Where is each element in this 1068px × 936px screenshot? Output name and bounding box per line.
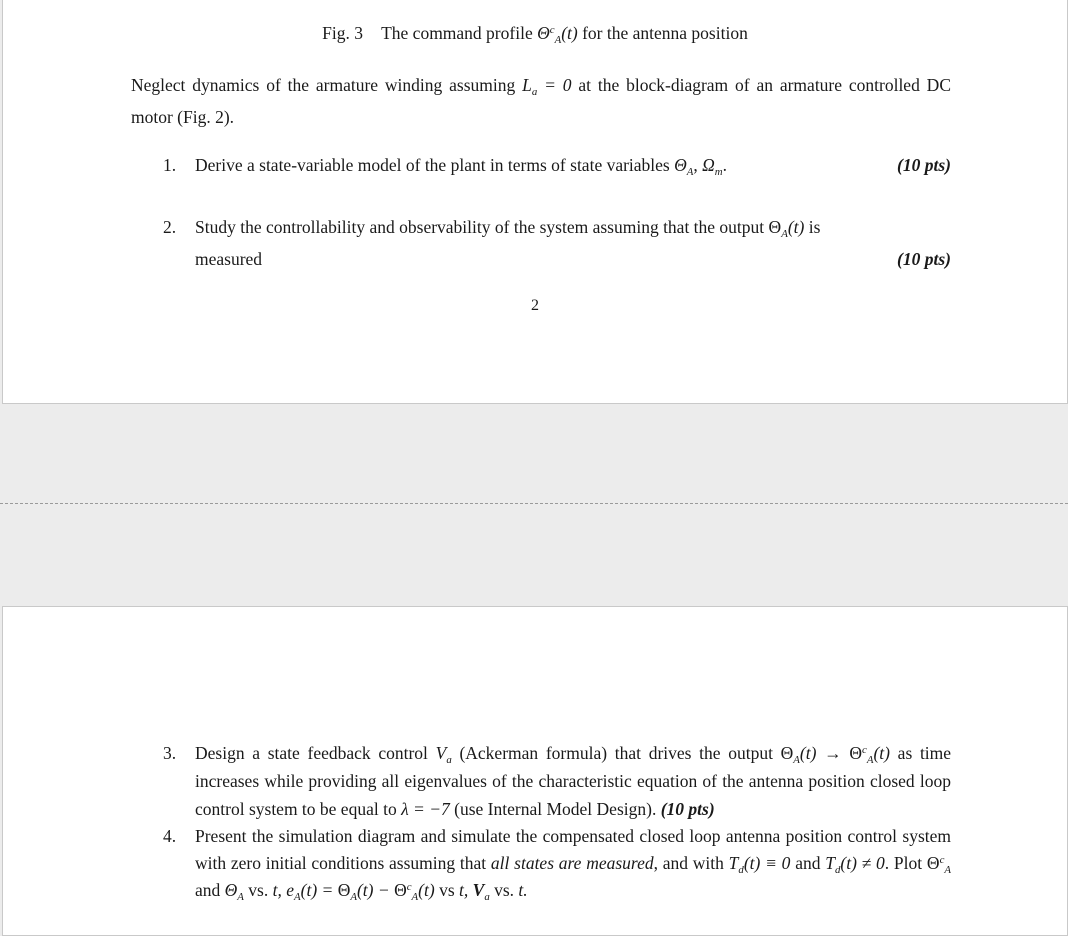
caption-theta-sup: c	[549, 24, 555, 37]
q4-ea-arg: (t) −	[356, 880, 390, 900]
q4-ea: Θ	[337, 880, 351, 900]
q4-Td1-sub: d	[834, 863, 841, 876]
question-1-text: Derive a state-variable model of the plant in terms of state variables	[195, 155, 670, 175]
intro-L-sub: a	[531, 85, 538, 98]
q4-vs2: vs	[439, 880, 455, 900]
figure-label: Fig. 3	[322, 23, 364, 43]
intro-text-1: Neglect dynamics of the armature winding assuming	[131, 75, 516, 95]
intro-text-2: at the block-diagram of an armature controlled DC motor (Fig. 2).	[131, 75, 951, 127]
q1-theta-sub: A	[686, 165, 694, 178]
q4-plot: . Plot	[884, 853, 923, 873]
q4-thetac-sub: A	[944, 863, 952, 876]
q4-ec-sub: A	[411, 890, 419, 903]
q4-ec: Θ	[394, 880, 407, 900]
q4-Td0-rest: (t) ≡ 0	[743, 853, 791, 873]
q4-t1: t,	[272, 880, 282, 900]
q4-and2: and	[195, 880, 221, 900]
q3-theta: Θ	[780, 743, 794, 763]
question-1	[163, 155, 951, 176]
caption-theta-sub: A	[554, 33, 562, 46]
q4-vs1: vs.	[248, 880, 269, 900]
question-1-points: (10 pts)	[897, 155, 951, 175]
question-4	[163, 823, 951, 904]
q4-Va-sub: a	[484, 890, 490, 903]
question-2	[163, 211, 951, 275]
page-bottom	[2, 606, 1068, 936]
page-number: 2	[531, 297, 539, 314]
q2-theta: Θ	[768, 217, 782, 237]
q4-Va: V	[472, 880, 485, 900]
q4-Td1-rest: (t) ≠ 0	[840, 853, 885, 873]
q1-sep: ,	[693, 155, 698, 175]
q3-text-a: Design a state feedback control	[195, 743, 428, 763]
question-2-line2: measured	[195, 249, 263, 269]
intro-eq: = 0	[544, 75, 572, 95]
q4-Td1: T	[825, 853, 835, 873]
question-1-number: 1.	[163, 155, 177, 175]
q4-ec-arg: (t)	[418, 880, 435, 900]
q2-theta-arg: (t)	[787, 217, 805, 237]
q4-e-sub: A	[294, 890, 301, 903]
q1-omega: Ω	[702, 155, 715, 175]
q4-thetac: Θ	[926, 853, 940, 873]
question-2-points: (10 pts)	[897, 249, 951, 269]
q3-thetac-sup: c	[861, 744, 867, 757]
question-3-points: (10 pts)	[660, 799, 715, 819]
q4-ea-sub: A	[350, 890, 357, 903]
q4-t2: t,	[459, 880, 469, 900]
q3-V: V	[435, 743, 447, 763]
question-2-text: Study the controllability and observability of the system assuming that the output	[195, 217, 765, 237]
q1-omega-sub: m	[714, 165, 723, 178]
q4-ec-sup: c	[406, 881, 412, 894]
q3-text-d: (use Internal Model Design).	[454, 799, 657, 819]
page-top	[2, 0, 1068, 404]
question-2-number: 2.	[163, 217, 177, 237]
figure-caption-text: The command profile	[381, 23, 533, 43]
q4-thetac-sup: c	[939, 854, 945, 867]
q4-Td0-sub: d	[738, 863, 744, 876]
q3-thetac: Θ	[849, 743, 862, 763]
caption-theta: Θ	[537, 23, 550, 43]
figure-caption-tail: for the antenna position	[582, 23, 748, 43]
question-3-number: 3.	[163, 743, 177, 763]
q3-theta-sub: A	[793, 753, 800, 766]
q4-emphasis: all states are measured	[490, 853, 654, 873]
figure-caption	[3, 23, 1067, 44]
q1-theta: Θ	[674, 155, 687, 175]
q4-vs3: vs.	[494, 880, 515, 900]
q4-e: e	[286, 880, 295, 900]
q3-text-c: as time increases while providing all eigenvalues of the characteristic equation of the antenna position closed loop control system to be equal to	[195, 743, 952, 819]
q4-text-b: , and with	[653, 853, 724, 873]
q4-theta-sub: A	[237, 890, 244, 903]
q4-and1: and	[795, 853, 821, 873]
intro-paragraph	[131, 69, 951, 133]
question-3	[163, 739, 951, 823]
question-4-number: 4.	[163, 826, 177, 846]
page-break-divider	[0, 503, 1068, 504]
q3-thetac-arg: (t)	[873, 743, 890, 763]
q2-tail: is	[808, 217, 821, 237]
caption-theta-arg: (t)	[561, 23, 578, 43]
q3-text-b: (Ackerman formula) that drives the output	[459, 743, 773, 763]
q3-V-sub: a	[446, 753, 452, 766]
intro-L: L	[522, 75, 532, 95]
q2-theta-sub: A	[781, 227, 788, 240]
q3-theta-arg: (t) →	[799, 743, 842, 763]
q3-thetac-sub: A	[866, 753, 874, 766]
q3-lambda: λ = −7	[401, 799, 450, 819]
q4-t3: t.	[518, 880, 528, 900]
q4-theta: Θ	[224, 880, 238, 900]
q4-text-a: Present the simulation diagram and simulate the compensated closed loop antenna position control system with zero initial conditions assuming that	[195, 826, 951, 873]
q1-end: .	[722, 155, 728, 175]
q4-Td0: T	[728, 853, 739, 873]
q4-e-rest: (t) =	[300, 880, 334, 900]
